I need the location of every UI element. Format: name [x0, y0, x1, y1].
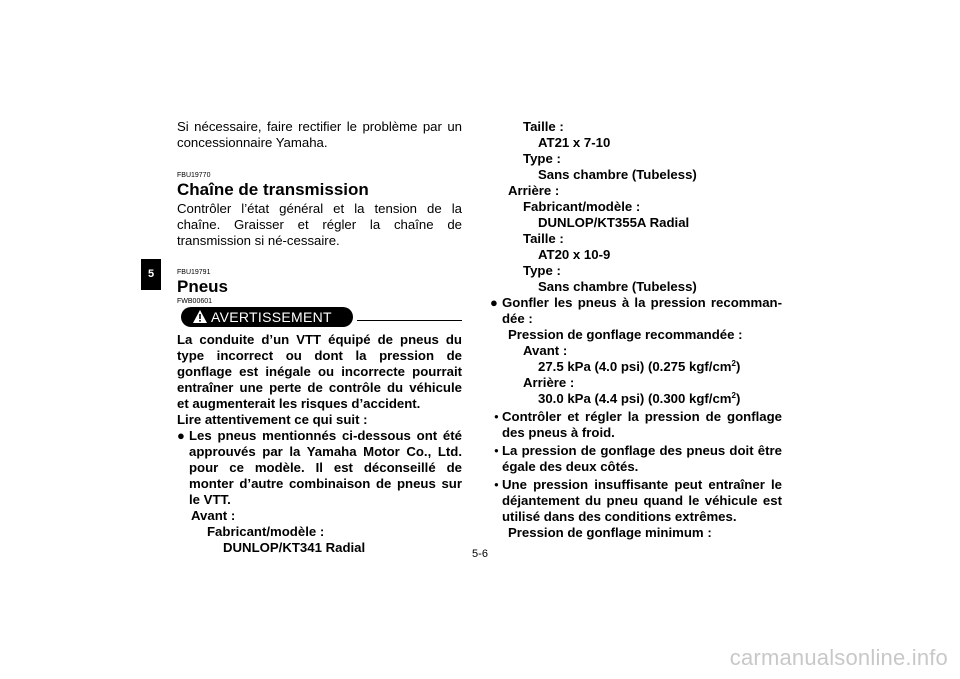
rear-pressure-label: Arrière : — [523, 375, 575, 390]
rear-pressure-value — [490, 391, 782, 407]
bullet-text: Gonfler les pneus à la pression recomman-dée : — [502, 295, 782, 326]
front-pressure-sup: 2 — [731, 359, 736, 368]
watermark: carmanualsonline.info — [729, 645, 948, 670]
page-number: 5-6 — [472, 548, 488, 560]
rear-type-value: Sans chambre (Tubeless) — [538, 279, 697, 294]
small-bullet-icon: ● — [494, 446, 499, 455]
warning-triangle-icon — [193, 310, 207, 323]
front-pressure-close: ) — [735, 359, 741, 374]
read-carefully: Lire attentivement ce qui suit : — [177, 412, 368, 427]
right-column — [490, 119, 782, 541]
small-bullet-icon: ● — [494, 412, 499, 421]
heading-chaine: Chaîne de transmission — [177, 180, 369, 199]
heading-pneus: Pneus — [177, 277, 229, 296]
rear-size-label: Taille : — [523, 231, 564, 246]
chapter-tab: 5 — [141, 259, 161, 290]
front-size-label: Taille : — [523, 119, 564, 134]
rear-type-label: Type : — [523, 263, 561, 278]
bullet-dot-icon: ● — [177, 428, 185, 443]
sub-bullet-equal-pressure — [490, 443, 782, 475]
rear-maker-label: Fabricant/modèle : — [523, 199, 641, 214]
chain-paragraph: Contrôler l’état général et la tension de la chaîne. Graisser et régler la chaîne de transmission si né-cessaire. — [177, 201, 462, 248]
front-pressure-value — [490, 359, 782, 375]
front-type-label: Type : — [523, 151, 561, 166]
front-model-value: DUNLOP/KT341 Radial — [223, 540, 366, 555]
front-pressure-label: Avant : — [523, 343, 568, 358]
sub-bullet-text: Contrôler et régler la pression de gonflage des pneus à froid. — [502, 409, 782, 440]
warning-label: AVERTISSEMENT — [211, 309, 332, 325]
small-bullet-icon: ● — [494, 480, 499, 489]
recommended-pressure-label: Pression de gonflage recommandée : — [508, 327, 743, 342]
rear-model-value: DUNLOP/KT355A Radial — [538, 215, 690, 230]
sub-bullet-text: La pression de gonflage des pneus doit être égale des deux côtés. — [502, 443, 782, 474]
rear-size-value: AT20 x 10-9 — [538, 247, 611, 262]
bullet-approved-tires — [177, 428, 462, 508]
bullet-inflate — [490, 295, 782, 327]
sub-bullet-text: Une pression insuffisante peut entraîner le déjantement du pneu quand le véhicule est utilisé dans des conditions extrêmes. — [502, 477, 782, 524]
rear-pressure-close: ) — [735, 391, 741, 406]
front-label: Avant : — [191, 508, 236, 523]
rear-pressure-text: 30.0 kPa (4.4 psi) (0.300 kgf/cm — [538, 391, 732, 406]
bullet-dot-icon: ● — [490, 295, 498, 310]
warning-badge — [181, 307, 353, 327]
left-column — [177, 119, 462, 556]
sub-bullet-cold-check — [490, 409, 782, 441]
section-code-tires: FBU19791 — [177, 269, 211, 276]
section-code-chain: FBU19770 — [177, 172, 211, 179]
intro-paragraph: Si nécessaire, faire rectifier le problème par un concessionnaire Yamaha. — [177, 119, 462, 150]
sub-bullet-low-pressure — [490, 477, 782, 525]
rear-label: Arrière : — [508, 183, 560, 198]
front-size-value: AT21 x 7-10 — [538, 135, 611, 150]
front-maker-label: Fabricant/modèle : — [207, 524, 325, 539]
bullet-text: Les pneus mentionnés ci-dessous ont été approuvés par la Yamaha Motor Co., Ltd. pour ce modèle. Il est déconseillé de monter d’autre combinaison de pneus sur le VTT. — [189, 428, 462, 507]
front-type-value: Sans chambre (Tubeless) — [538, 167, 697, 182]
front-pressure-text: 27.5 kPa (4.0 psi) (0.275 kgf/cm — [538, 359, 732, 374]
warning-code: FWB00601 — [177, 298, 213, 305]
minimum-pressure-label: Pression de gonflage minimum : — [508, 525, 712, 540]
warning-text: La conduite d’un VTT équipé de pneus du type incorrect ou dont la pression de gonflage est inégale ou incorrecte pourrait entraîner une perte de contrôle du véhicule et augmenterait les risques d’accident. — [177, 332, 462, 411]
warning-rule — [357, 320, 462, 321]
warning-header — [177, 307, 462, 329]
rear-pressure-sup: 2 — [731, 391, 736, 400]
